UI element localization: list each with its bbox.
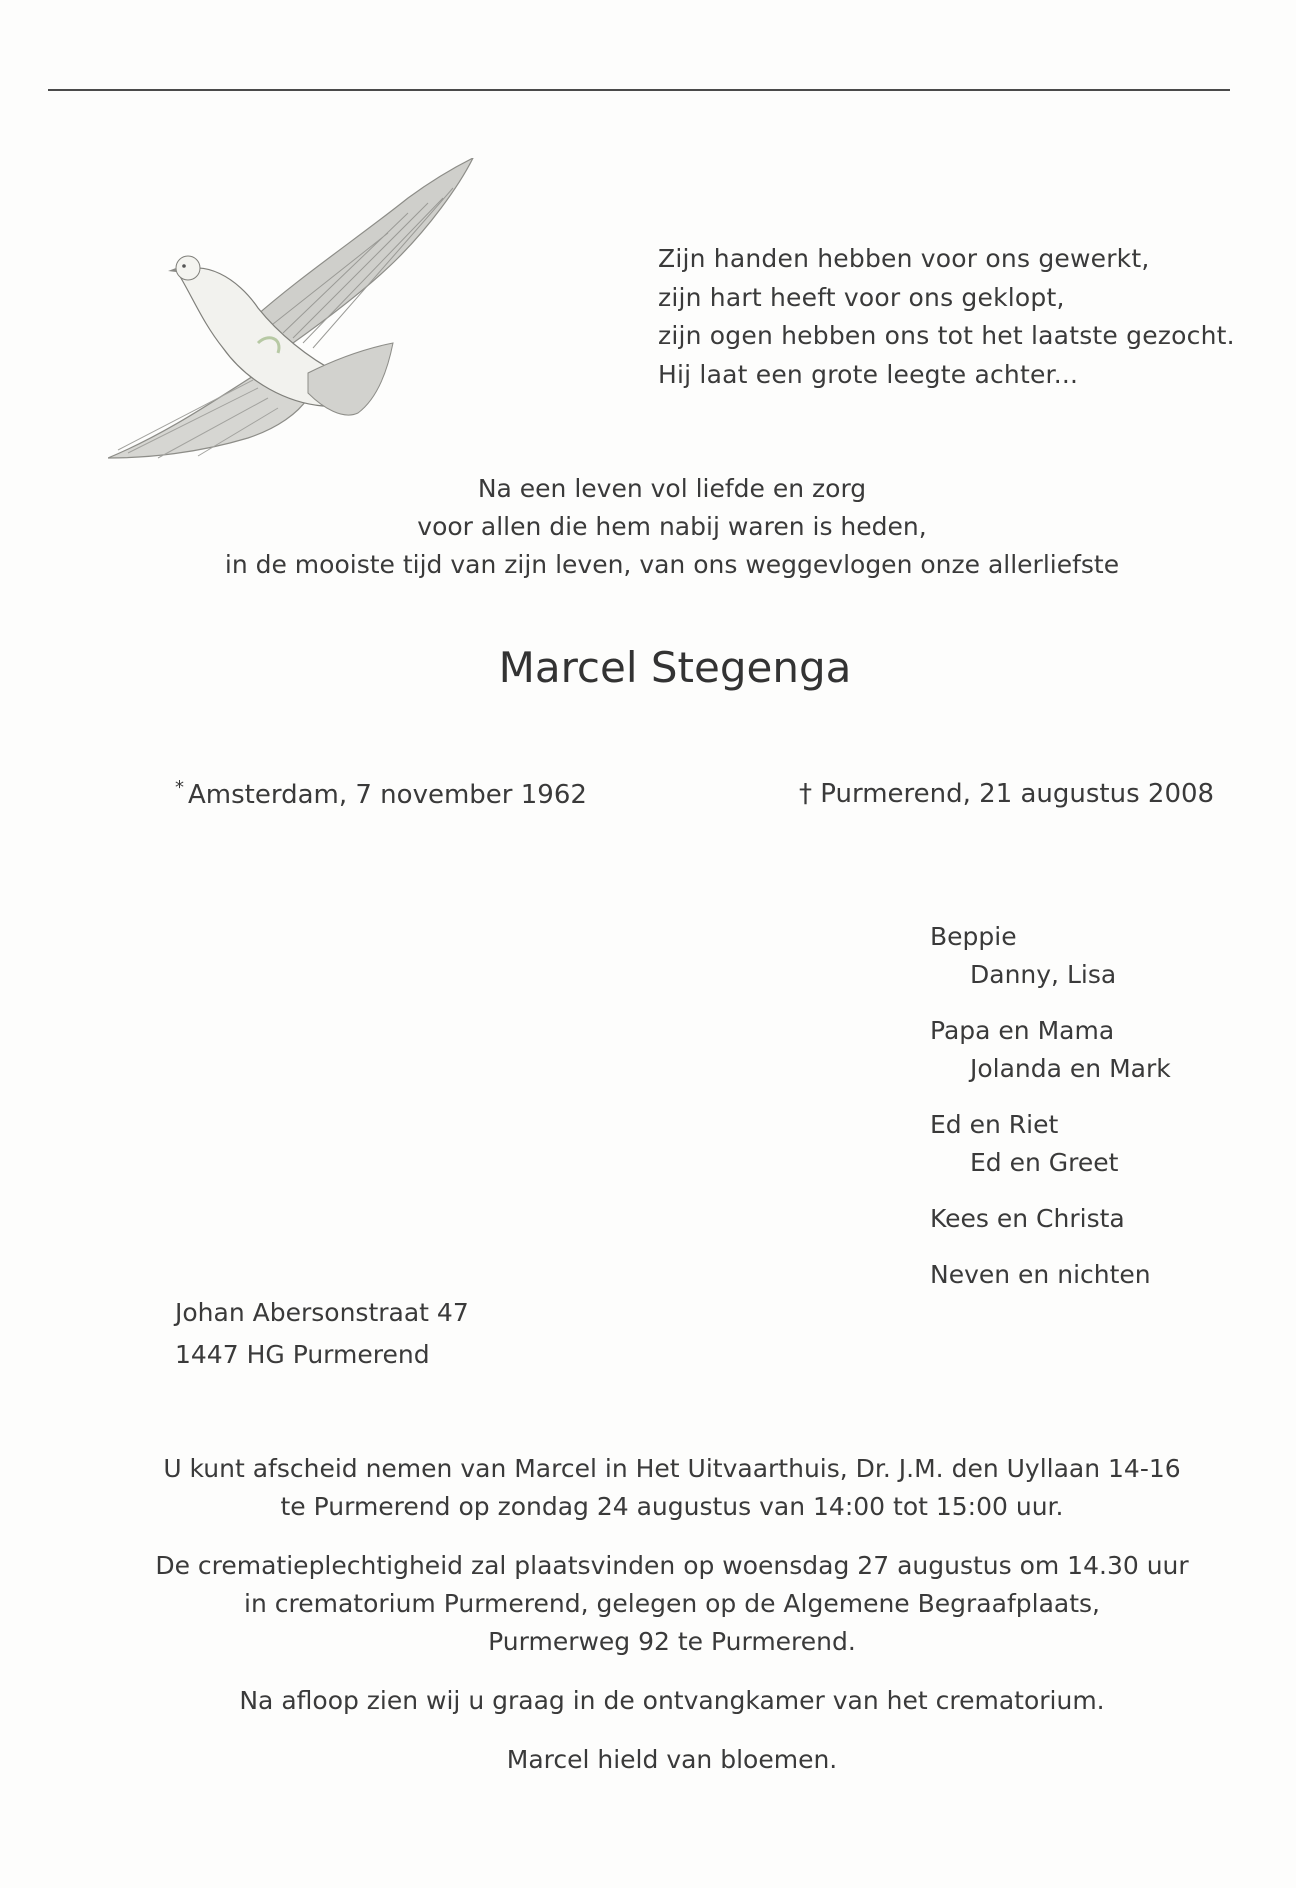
family-head: Neven en nichten [930, 1260, 1151, 1289]
family-group [930, 1106, 1260, 1182]
family-list [930, 918, 1260, 1312]
intro-line: Na een leven vol liefde en zorg [477, 474, 867, 503]
address-city: 1447 HG Purmerend [175, 1340, 430, 1369]
death-line: † Purmerend, 21 augustus 2008 [799, 779, 1215, 809]
service-notes [120, 1450, 1224, 1800]
family-group [930, 1012, 1260, 1088]
family-head: Beppie [930, 922, 1017, 951]
family-sub: Jolanda en Mark [970, 1054, 1171, 1083]
poem [658, 240, 1235, 394]
farewell-paragraph [120, 1450, 1224, 1526]
reception-paragraph [120, 1682, 1224, 1720]
family-sub: Danny, Lisa [970, 960, 1117, 989]
birth-line [175, 777, 587, 810]
poem-line: zijn hart heeft voor ons geklopt, [658, 282, 1065, 312]
family-sub: Ed en Greet [970, 1148, 1119, 1177]
flowers-paragraph [120, 1741, 1224, 1779]
dove-illustration [108, 158, 478, 488]
cremation-paragraph [120, 1547, 1224, 1661]
intro-line: voor allen die hem nabij waren is heden, [417, 512, 927, 541]
poem-line: zijn ogen hebben ons tot het laatste gezocht. [658, 321, 1235, 350]
notes-line: in crematorium Purmerend, gelegen op de Algemene Begraafplaats, [244, 1589, 1100, 1618]
birth-symbol: * [175, 777, 184, 798]
family-head: Papa en Mama [930, 1016, 1115, 1045]
notes-line: De crematieplechtigheid zal plaatsvinden op woensdag 27 augustus om 14.30 uur [155, 1551, 1189, 1580]
notes-line: U kunt afscheid nemen van Marcel in Het Uitvaarthuis, Dr. J.M. den Uyllaan 14-16 [163, 1454, 1181, 1483]
notes-line: Marcel hield van bloemen. [506, 1745, 838, 1774]
poem-line: Hij laat een grote leegte achter... [658, 359, 1079, 389]
poem-line: Zijn handen hebben voor ons gewerkt, [658, 244, 1150, 273]
top-rule [48, 89, 1230, 91]
family-head: Kees en Christa [930, 1204, 1125, 1233]
address-street: Johan Abersonstraat 47 [175, 1298, 469, 1327]
intro-text [160, 470, 1184, 584]
notes-line: Na afloop zien wij u graag in de ontvangkamer van het crematorium. [239, 1686, 1105, 1715]
notes-line: te Purmerend op zondag 24 augustus van 14:00 tot 15:00 uur. [280, 1492, 1064, 1521]
address [175, 1292, 469, 1376]
family-head: Ed en Riet [930, 1110, 1059, 1139]
family-group [930, 1200, 1260, 1238]
family-group [930, 1256, 1260, 1294]
deceased-name: Marcel Stegenga [498, 643, 852, 692]
intro-line: in de mooiste tijd van zijn leven, van ons weggevlogen onze allerliefste [224, 550, 1120, 579]
family-group [930, 918, 1260, 994]
notes-line: Purmerweg 92 te Purmerend. [488, 1627, 856, 1656]
birth-text: Amsterdam, 7 november 1962 [188, 780, 587, 810]
